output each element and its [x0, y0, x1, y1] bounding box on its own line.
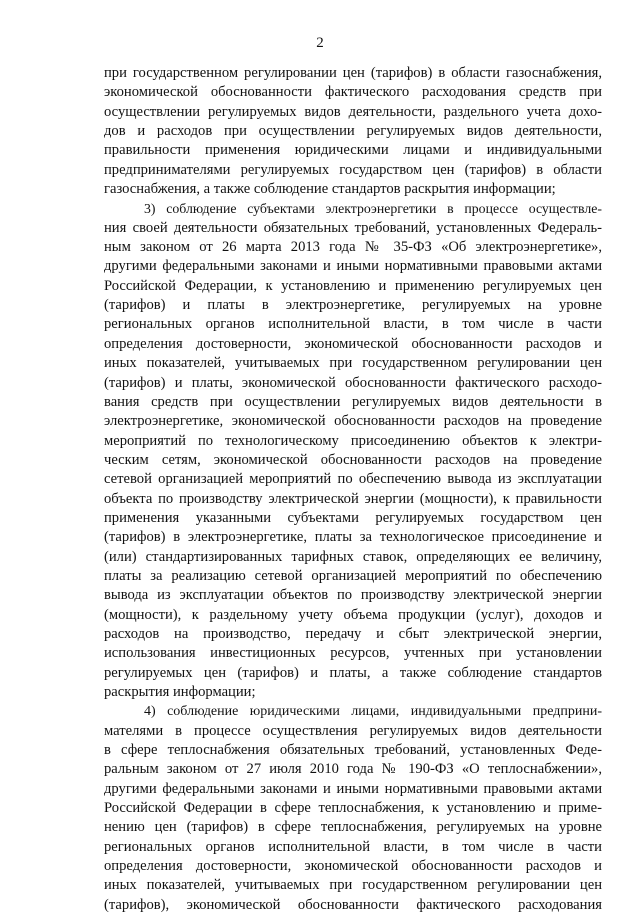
text-line: мателями в процессе осуществления регулируемых видов деятельности — [104, 722, 602, 739]
body-text — [104, 64, 602, 915]
text-line: вывода из эксплуатации объектов по производству электрической энергии — [104, 587, 602, 604]
text-line: определения достоверности, экономической обоснованности расходов и — [104, 858, 602, 875]
text-line: сетевой организацией мероприятий по обеспечению вывода из эксплуатации — [104, 471, 602, 488]
text-line: Российской Федерации в сфере теплоснабжения, к установлению и приме- — [104, 800, 602, 817]
text-line: ческим сетям, экономической обоснованности расходов на проведение — [104, 451, 602, 468]
text-line: регулируемых цен (тарифов) и платы, а также соблюдение стандартов — [104, 664, 602, 681]
text-line: ным законом от 26 марта 2013 года № 35-ФЗ «Об электроэнергетике», — [104, 239, 602, 256]
text-line: дов и расходов при осуществлении регулируемых видов деятельности, — [104, 123, 602, 140]
text-line: (тарифов) и платы, экономической обоснованности фактического расходо- — [104, 374, 602, 391]
text-line: использования инвестиционных ресурсов, учтенных при установлении — [104, 645, 602, 662]
text-line: (тарифов) и платы в электроэнергетике, регулируемых на уровне — [104, 297, 602, 314]
text-line: региональных органов исполнительной власти, в том числе в части — [104, 316, 602, 333]
text-line: иных показателей, учитываемых при государственном регулировании цен — [104, 355, 602, 372]
text-line: экономической обоснованности фактического расходования средств при — [104, 84, 602, 101]
text-line: 3) соблюдение субъектами электроэнергетики в процессе осуществле- — [144, 201, 602, 217]
text-line: мероприятий по технологическому присоединению объектов к электри- — [104, 432, 602, 449]
text-line: (мощности), к раздельному учету объема продукции (услуг), доходов и — [104, 606, 602, 623]
text-line: платы за реализацию сетевой организацией мероприятий по обеспечению — [104, 567, 602, 584]
text-line: иных показателей, учитываемых при государственном регулировании цен — [104, 877, 602, 894]
text-line: осуществлении регулируемых видов деятельности, раздельного учета дохо- — [104, 103, 602, 120]
text-line: (или) стандартизированных тарифных ставок, определяющих ее величину, — [104, 548, 602, 565]
text-line: Российской Федерации, к установлению и применению регулируемых цен — [104, 277, 602, 294]
text-line: расходов на производство, передачу и сбыт электрической энергии, — [104, 625, 602, 642]
text-line: (тарифов), экономической обоснованности фактического расходования — [104, 896, 602, 913]
text-line: электроэнергетике, экономической обоснованности расходов на проведение — [104, 413, 602, 430]
text-line: объекта по производству электрической энергии (мощности), к правильности — [104, 490, 602, 507]
text-line: предпринимателями регулируемых государством цен (тарифов) в области — [104, 161, 602, 178]
page-number: 2 — [316, 35, 324, 51]
text-line: (тарифов) в электроэнергетике, платы за технологическое присоединение и — [104, 529, 602, 546]
text-line: другими федеральными законами и иными нормативными правовыми актами — [104, 258, 602, 275]
text-line: раскрытия информации; — [104, 684, 256, 700]
text-line: ния своей деятельности обязательных требований, установленных Федераль- — [104, 219, 602, 236]
text-line: правильности применения юридическими лицами и индивидуальными — [104, 142, 602, 159]
text-line: применения указанными субъектами регулируемых государством цен — [104, 509, 602, 526]
text-line: другими федеральными законами и иными нормативными правовыми актами — [104, 780, 602, 797]
text-line: при государственном регулировании цен (тарифов) в области газоснабжения, — [104, 65, 602, 81]
text-line: региональных органов исполнительной власти, в том числе в части — [104, 838, 602, 855]
text-line: вания средств при осуществлении регулируемых видов деятельности в — [104, 393, 602, 410]
text-line: нению цен (тарифов) в сфере теплоснабжения, регулируемых на уровне — [104, 819, 602, 836]
text-line: определения достоверности, экономической обоснованности расходов и — [104, 335, 602, 352]
text-line: газоснабжения, а также соблюдение стандартов раскрытия информации; — [104, 181, 556, 198]
text-line: в сфере теплоснабжения обязательных требований, установленных Феде- — [104, 742, 602, 759]
text-line: ральным законом от 27 июля 2010 года № 190-ФЗ «О теплоснабжении», — [104, 761, 602, 778]
text-line: 4) соблюдение юридическими лицами, индивидуальными предприни- — [144, 704, 602, 720]
